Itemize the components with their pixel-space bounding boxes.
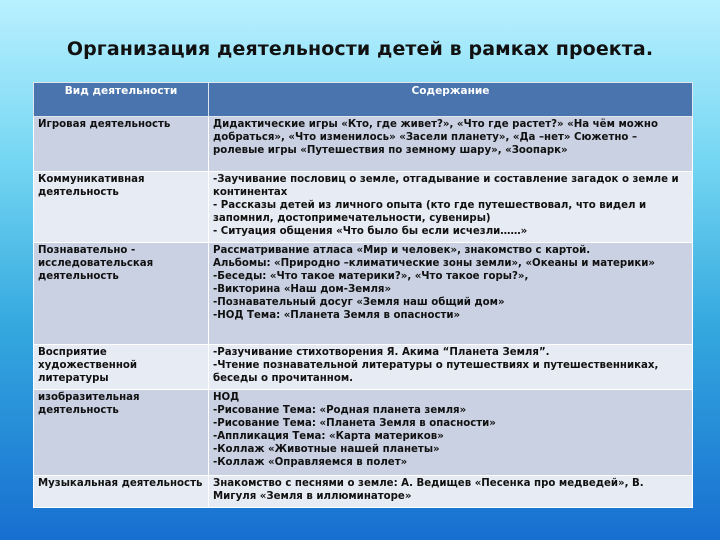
content-line: -Беседы: «Что такое материки?», «Что такое горы?», [213, 271, 529, 282]
content-line: Рассматривание атласа «Мир и человек», знакомство с картой. [213, 245, 591, 256]
content-line: - Рассказы детей из личного опыта (кто где путешествовал, что видел и запомнил, достопримечательности, сувениры) [213, 200, 647, 224]
row-communication-kind: Коммуникативная деятельность [34, 172, 209, 243]
table-row [34, 345, 693, 390]
header-content: Содержание [209, 83, 693, 117]
row-music-kind: Музыкальная деятельность [34, 476, 209, 508]
row-cognitive-content [209, 243, 693, 345]
content-line: -Заучивание пословиц о земле, отгадывание и составление загадок о земле и континентах [213, 174, 679, 198]
content-line: -Коллаж «Оправляемся в полет» [213, 457, 408, 468]
table-row [34, 172, 693, 243]
row-game-kind: Игровая деятельность [34, 117, 209, 172]
content-line: -Рисование Тема: «Планета Земля в опасности» [213, 418, 496, 429]
table-row [34, 243, 693, 345]
table-row [34, 117, 693, 172]
row-communication-content [209, 172, 693, 243]
header-activity-type: Вид деятельности [34, 83, 209, 117]
row-cognitive-kind: Познавательно - исследовательская деятельность [34, 243, 209, 345]
activities-table [33, 82, 693, 508]
content-line: -Коллаж «Животные нашей планеты» [213, 444, 440, 455]
content-line: -НОД Тема: «Планета Земля в опасности» [213, 310, 461, 321]
content-line: -Рисование Тема: «Родная планета земля» [213, 405, 467, 416]
content-line: - Ситуация общения «Что было бы если исчезли……» [213, 226, 528, 237]
table-row [34, 390, 693, 476]
content-line: Дидактические игры «Кто, где живет?», «Что где растет?» «На чём можно добраться», «Что изменилось» «Засели планету», «Да –нет» Сюжетно –ролевые игры «Путешествия по земному шару», «Зоопарк» [213, 119, 658, 156]
content-line: -Разучивание стихотворения Я. Акима “Планета Земля”. [213, 347, 550, 358]
table-row [34, 476, 693, 508]
row-game-content [209, 117, 693, 172]
table-header-row [34, 83, 693, 117]
content-line: -Чтение познавательной литературы о путешествиях и путешественниках, беседы о прочитанном. [213, 360, 659, 384]
row-literature-kind: Восприятие художественной литературы [34, 345, 209, 390]
content-line: Знакомство с песнями о земле: А. Ведищев «Песенка про медведей», В. Мигуля «Земля в иллюминаторе» [213, 478, 644, 502]
row-music-content [209, 476, 693, 508]
content-line: Альбомы: «Природно –климатические зоны земли», «Океаны и материки» [213, 258, 655, 269]
content-line: -Познавательный досуг «Земля наш общий дом» [213, 297, 505, 308]
row-literature-content [209, 345, 693, 390]
content-line: -Викторина «Наш дом-Земля» [213, 284, 392, 295]
slide-title: Организация деятельности детей в рамках проекта. [66, 38, 654, 60]
content-line: НОД [213, 392, 240, 403]
content-line: -Аппликация Тема: «Карта материков» [213, 431, 444, 442]
row-art-kind: изобразительная деятельность [34, 390, 209, 476]
row-art-content [209, 390, 693, 476]
